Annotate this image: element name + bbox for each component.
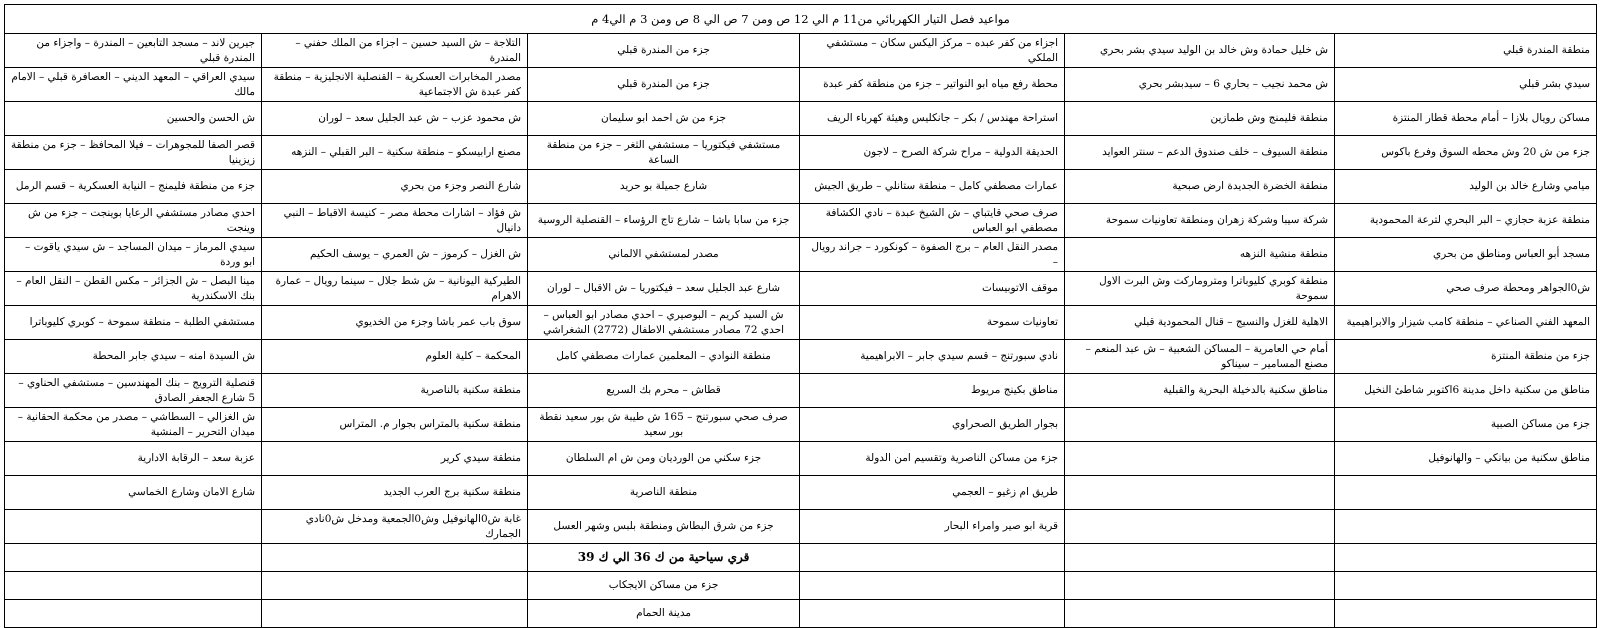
table-cell: مصدر المخابرات العسكرية – القنصلية الانجليزية – منطقة كفر عبدة ش الاجتماعية xyxy=(262,68,528,102)
table-cell: منطقة عزبة حجازي – البر البحري لترعة المحمودية xyxy=(1335,204,1597,238)
table-cell: احدي مصادر مستشفي الرعايا بوينجت – جزء من ش وينجت xyxy=(5,204,262,238)
table-cell: بجوار الطريق الصحراوي xyxy=(800,408,1065,442)
table-cell xyxy=(800,544,1065,572)
table-cell: شارع النصر وجزء من بحري xyxy=(262,170,528,204)
table-cell: ش الغزالي – السطاشي – مصدر من محكمة الحقانية – ميدان التحرير – المنشية xyxy=(5,408,262,442)
table-cell: ش0الجواهر ومحطة صرف صحي xyxy=(1335,272,1597,306)
table-cell: أمام حي العامرية – المساكن الشعبية – ش عبد المنعم – مصنع المسامير – سيناكو xyxy=(1065,340,1335,374)
table-cell: قصر الصفا للمجوهرات – فيلا المحافظ – جزء من منطقة زيزينيا xyxy=(5,136,262,170)
table-cell xyxy=(1065,442,1335,476)
table-cell: سيدي العراقي – المعهد الديني – العصافرة قبلي – الامام مالك xyxy=(5,68,262,102)
table-row xyxy=(5,204,1597,238)
table-cell: قنصلية الترويج – بنك المهندسين – مستشفي الحناوي – 5 شارع الجعفر الصادق xyxy=(5,374,262,408)
table-cell: منطقة الناصرية xyxy=(528,476,800,510)
table-row xyxy=(5,374,1597,408)
table-row xyxy=(5,306,1597,340)
table-cell: مساكن رويال بلازا – أمام محطة قطار المنتزة xyxy=(1335,102,1597,136)
table-cell: المحكمة – كلية العلوم xyxy=(262,340,528,374)
table-cell: منطقة كوبري كليوباترا ومتروماركت وش البرت الاول سموحة xyxy=(1065,272,1335,306)
table-cell: ش الغزل – كرموز – ش العمري – يوسف الحكيم xyxy=(262,238,528,272)
table-row xyxy=(5,238,1597,272)
table-cell xyxy=(262,600,528,628)
table-cell xyxy=(5,572,262,600)
table-cell: عزبة سعد – الرقابة الادارية xyxy=(5,442,262,476)
table-cell: ش خليل حمادة وش خالد بن الوليد سيدي بشر بحري xyxy=(1065,34,1335,68)
page-title: مواعيد فصل التيار الكهربائي من11 م الي 12 ص ومن 7 ص الي 8 ص ومن 3 م الي4 م xyxy=(5,5,1597,34)
table-cell: مينا البصل – ش الجزائر – مكس القطن – النقل العام – بنك الاسكندرية xyxy=(5,272,262,306)
table-cell: ش فؤاد – اشارات محطة مصر – كنيسة الاقباط – النبي دانيال xyxy=(262,204,528,238)
table-cell: جزء من سابا باشا – شارع تاج الرؤساء – القنصلية الروسية xyxy=(528,204,800,238)
table-cell: منطقة سكنية بالمتراس بجوار م. المتراس xyxy=(262,408,528,442)
table-cell: منطقة سكنية برج العرب الجديد xyxy=(262,476,528,510)
table-cell xyxy=(1065,476,1335,510)
table-row xyxy=(5,136,1597,170)
table-cell: مناطق بكينج مريوط xyxy=(800,374,1065,408)
table-cell: صرف صحي قايتباي – ش الشيخ عبدة – نادي الكشافة مصطفي ابو العباس xyxy=(800,204,1065,238)
table-cell: قري سياحية من ك 36 الي ك 39 xyxy=(528,544,800,572)
table-cell: شارع عبد الجليل سعد – فيكتوريا – ش الاقبال – لوران xyxy=(528,272,800,306)
table-cell: جزء من مساكن الناصرية وتقسيم امن الدولة xyxy=(800,442,1065,476)
table-cell xyxy=(1335,600,1597,628)
schedule-table xyxy=(4,4,1597,628)
table-row xyxy=(5,476,1597,510)
table-cell: عمارات مصطفي كامل – منطقة ستانلي – طريق الجيش xyxy=(800,170,1065,204)
table-row xyxy=(5,442,1597,476)
table-cell: مصنع ارابيسكو – منطقة سكنية – البر القبلي – النزهه xyxy=(262,136,528,170)
table-cell: استراحة مهندس / بكر – جانكليس وهيئة كهرباء الريف xyxy=(800,102,1065,136)
table-row xyxy=(5,102,1597,136)
table-cell: جزء من منطقة المنتزة xyxy=(1335,340,1597,374)
table-cell: المعهد الفني الصناعي – منطقة كامب شيزار والابراهيمية xyxy=(1335,306,1597,340)
table-cell: جزء من مساكن الايجكاب xyxy=(528,572,800,600)
table-cell xyxy=(1065,544,1335,572)
table-cell: شارع الامان وشارع الخماسي xyxy=(5,476,262,510)
table-row xyxy=(5,34,1597,68)
table-cell xyxy=(262,544,528,572)
table-cell: منطقة النوادي – المعلمين عمارات مصطفي كامل xyxy=(528,340,800,374)
table-cell: سيدي المرماز – ميدان المساجد – ش سيدي ياقوت – ابو وردة xyxy=(5,238,262,272)
table-cell: مستشفي الطلبة – منطقة سموحة – كوبري كليوباترا xyxy=(5,306,262,340)
table-cell: تعاونيات سموحة xyxy=(800,306,1065,340)
table-cell: الطيركية اليونانية – ش شط جلال – سينما رويال – عمارة الاهرام xyxy=(262,272,528,306)
table-cell: ش السيدة امنه – سيدي جابر المحطة xyxy=(5,340,262,374)
table-cell xyxy=(1335,476,1597,510)
table-cell: مسجد أبو العباس ومناطق من بحري xyxy=(1335,238,1597,272)
table-cell: جزء من منطقة فليمنج – النيابة العسكرية – قسم الرمل xyxy=(5,170,262,204)
table-cell: اجزاء من كفر عبده – مركز اليكس سكان – مستشفي الملكي xyxy=(800,34,1065,68)
table-cell xyxy=(1065,510,1335,544)
schedule-sheet xyxy=(4,4,1596,628)
table-cell xyxy=(5,510,262,544)
table-row xyxy=(5,572,1597,600)
table-cell: طريق ام زغيو – العجمي xyxy=(800,476,1065,510)
table-row xyxy=(5,170,1597,204)
table-cell: غابة ش0الهانوفيل وش0الجمعية ومدخل ش0نادي الجمارك xyxy=(262,510,528,544)
table-row xyxy=(5,600,1597,628)
table-cell: جزء من المندرة قبلي xyxy=(528,34,800,68)
table-cell: منطقة سكنية بالناصرية xyxy=(262,374,528,408)
table-cell: سيدي بشر قبلي xyxy=(1335,68,1597,102)
table-cell: ش الحسن والحسين xyxy=(5,102,262,136)
table-cell: جزء من شرق البطاش ومنطقة بلبس وشهر العسل xyxy=(528,510,800,544)
table-cell: قرية ابو صير وامراء البحار xyxy=(800,510,1065,544)
table-cell: شارع جميلة بو حريد xyxy=(528,170,800,204)
table-cell xyxy=(800,600,1065,628)
table-cell: جزء من مساكن الصبية xyxy=(1335,408,1597,442)
table-cell: جزء من ش 20 وش محطه السوق وفرع باكوس xyxy=(1335,136,1597,170)
table-row xyxy=(5,408,1597,442)
table-cell: الحديقة الدولية – مراح شركة الصرح – لاجون xyxy=(800,136,1065,170)
table-cell xyxy=(1335,572,1597,600)
table-cell: نادي سبورتنج – قسم سيدي جابر – الابراهيمية xyxy=(800,340,1065,374)
table-row xyxy=(5,510,1597,544)
table-cell xyxy=(800,572,1065,600)
title-row xyxy=(5,5,1597,34)
table-cell: منطقة الخضرة الجديدة ارض صبحية xyxy=(1065,170,1335,204)
table-cell: شركة سيبا وشركة زهران ومنطقة تعاونيات سموحة xyxy=(1065,204,1335,238)
table-cell: مصدر لمستشفي الالماني xyxy=(528,238,800,272)
table-cell xyxy=(1065,600,1335,628)
table-row xyxy=(5,272,1597,306)
table-cell: مصدر النقل العام – برج الصفوة – كونكورد – جراند رويال – xyxy=(800,238,1065,272)
table-cell: منطقة السيوف – خلف صندوق الدعم – سنتر العوايد xyxy=(1065,136,1335,170)
table-cell: صرف صحي سبورتنج – 165 ش طيبة ش بور سعيد نقطة بور سعيد xyxy=(528,408,800,442)
table-cell: جزء من المندرة قبلي xyxy=(528,68,800,102)
table-cell: مناطق سكنية من بيانكي – والهانوفيل xyxy=(1335,442,1597,476)
table-row xyxy=(5,340,1597,374)
table-row xyxy=(5,68,1597,102)
table-row xyxy=(5,544,1597,572)
table-cell xyxy=(262,572,528,600)
table-cell: مناطق سكنية بالدخيلة البحرية والقبلية xyxy=(1065,374,1335,408)
table-cell: منطقة المندرة قبلي xyxy=(1335,34,1597,68)
table-cell xyxy=(1065,572,1335,600)
table-cell xyxy=(1335,510,1597,544)
table-cell: مستشفي فيكتوريا – مستشفي الثغر – جزء من منطقة الساعة xyxy=(528,136,800,170)
table-cell: قطاش – محرم بك السريع xyxy=(528,374,800,408)
table-cell: ش محمد نجيب – بحاري 6 – سيدبشر بحري xyxy=(1065,68,1335,102)
table-cell xyxy=(1335,544,1597,572)
table-cell: ش محمود عزب – ش عبد الجليل سعد – لوران xyxy=(262,102,528,136)
table-cell: جيرين لاند – مسجد التابعين – المندرة – واجزاء من المندرة قبلي xyxy=(5,34,262,68)
table-cell xyxy=(1065,408,1335,442)
table-cell: محطة رفع مياه ابو النواتير – جزء من منطقة كفر عبدة xyxy=(800,68,1065,102)
table-cell: سوق باب عمر باشا وجزء من الخديوي xyxy=(262,306,528,340)
table-cell: منطقة سيدي كرير xyxy=(262,442,528,476)
table-cell xyxy=(5,600,262,628)
table-cell: الاهلية للغزل والنسيج – قنال المحمودية قبلي xyxy=(1065,306,1335,340)
table-cell: موقف الاتوبيسات xyxy=(800,272,1065,306)
table-cell: جزء سكني من الورديان ومن ش ام السلطان xyxy=(528,442,800,476)
table-cell: التلاجة – ش السيد حسين – اجزاء من الملك حفني – المندرة xyxy=(262,34,528,68)
table-cell: مدينة الحمام xyxy=(528,600,800,628)
table-cell xyxy=(5,544,262,572)
table-cell: منطقة فليمنج وش طمازين xyxy=(1065,102,1335,136)
table-cell: جزء من ش احمد ابو سليمان xyxy=(528,102,800,136)
table-cell: ش السيد كريم – البوصيري – احدي مصادر ابو العباس – احدي 72 مصادر مستشفي الاطفال (2772) الشغراشي xyxy=(528,306,800,340)
table-cell: مناطق من سكنية داخل مدينة 6اكتوبر شاطئ النخيل xyxy=(1335,374,1597,408)
table-cell: منطقة منشية النزهه xyxy=(1065,238,1335,272)
table-cell: ميامي وشارع خالد بن الوليد xyxy=(1335,170,1597,204)
